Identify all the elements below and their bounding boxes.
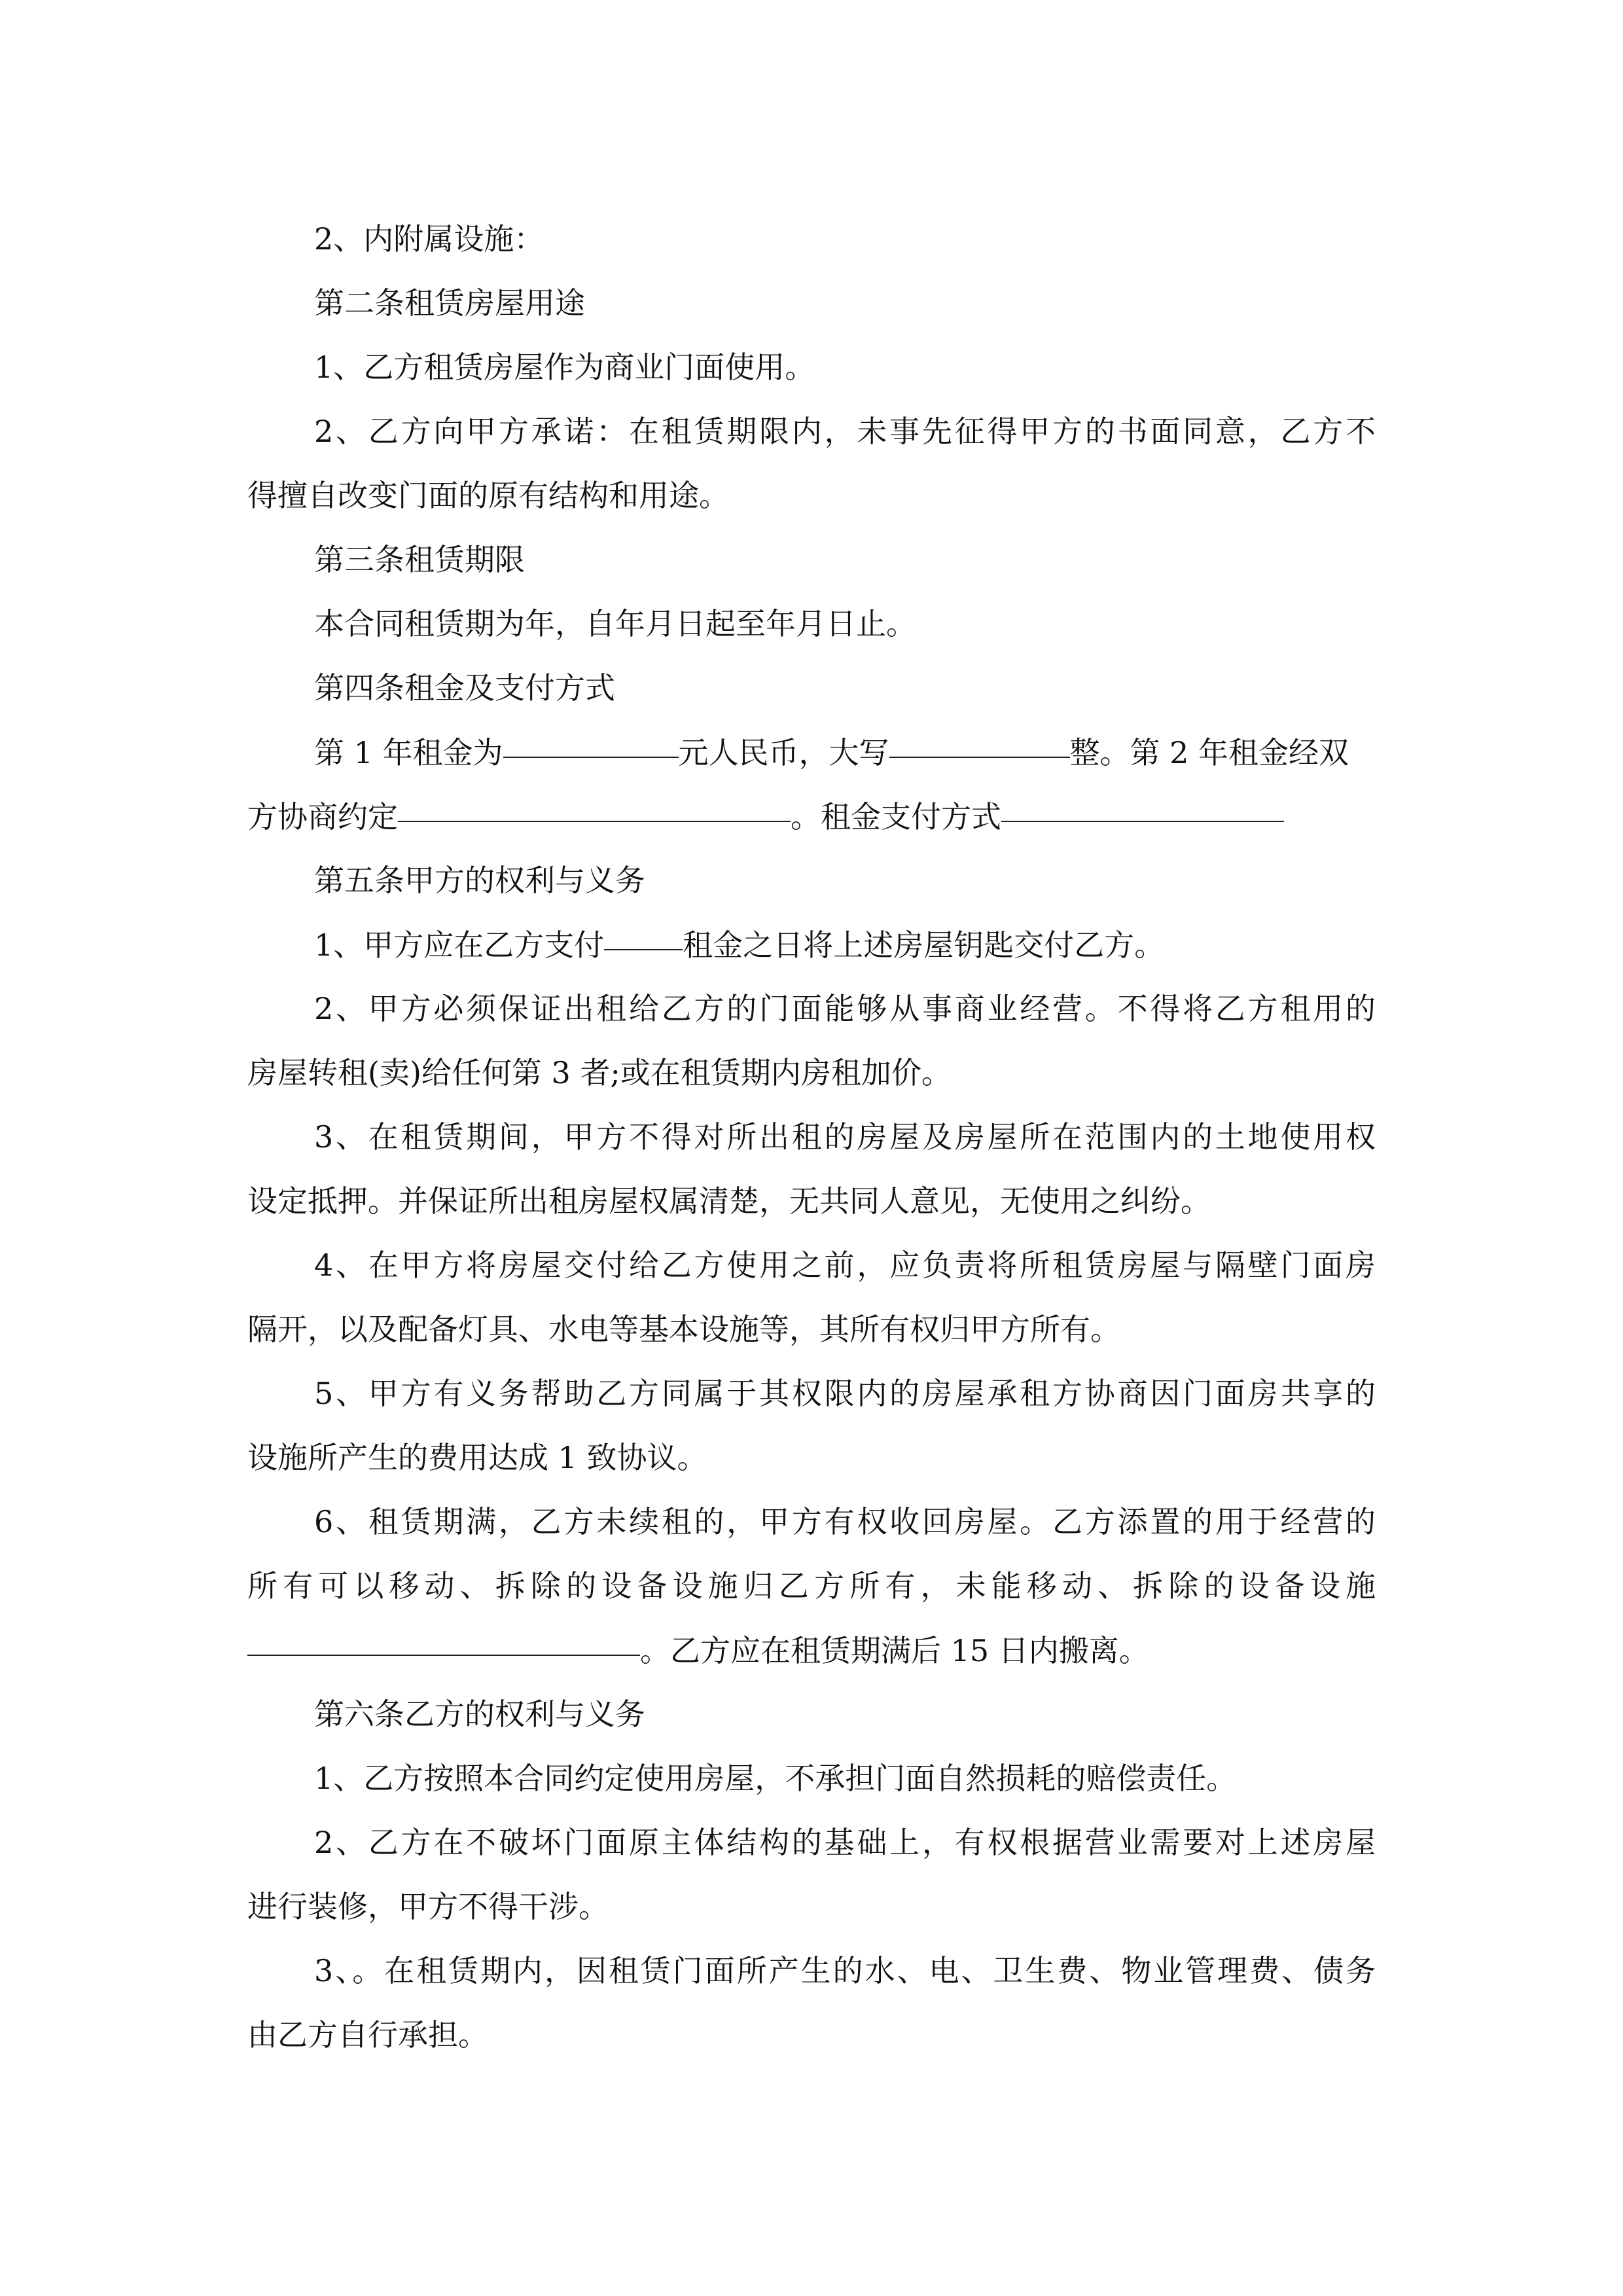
payment-method-label: 。租金支付方式: [791, 799, 1001, 834]
rent-amount-blank: [503, 720, 679, 758]
paragraph-line: 6、租赁期满，乙方未续租的，甲方有权收回房屋。乙方添置的用于经营的: [314, 1504, 1376, 1539]
paragraph-line: 1、乙方按照本合同约定使用房屋，不承担门面自然损耗的赔偿责任。: [314, 1761, 1237, 1796]
paragraph-line: 进行装修，甲方不得干涉。: [247, 1889, 609, 1924]
paragraph-line: 2、甲方必须保证出租给乙方的门面能够从事商业经营。不得将乙方租用的: [314, 991, 1376, 1026]
paragraph-line: 2、内附属设施：: [314, 221, 544, 257]
equipment-blank: [247, 1618, 640, 1656]
paragraph-line: 3、在租赁期间，甲方不得对所出租的房屋及房屋所在范围内的土地使用权: [314, 1119, 1376, 1155]
article-heading: 第四条租金及支付方式: [314, 670, 615, 706]
paragraph-line: 2、乙方向甲方承诺：在租赁期限内，未事先征得甲方的书面同意，乙方不: [314, 414, 1376, 449]
handover-text: 租金之日将上述房屋钥匙交付乙方。: [683, 927, 1165, 963]
paragraph-line: 隔开，以及配备灯具、水电等基本设施等，其所有权归甲方所有。: [247, 1312, 1120, 1347]
paragraph-line: 得擅自改变门面的原有结构和用途。: [247, 478, 729, 513]
payment-method-blank: [1001, 784, 1284, 822]
rent-agreement-line: [247, 784, 1376, 848]
paragraph-line: 1、乙方租赁房屋作为商业门面使用。: [314, 350, 815, 385]
article-heading: 第五条甲方的权利与义务: [314, 863, 645, 898]
article-heading: 第六条乙方的权利与义务: [314, 1696, 645, 1732]
rent-label: 第 1 年租金为: [314, 735, 503, 770]
agreement-blank: [398, 784, 791, 822]
paragraph-line: 2、乙方在不破坏门面原主体结构的基础上，有权根据营业需要对上述房屋: [314, 1825, 1376, 1860]
rent-line: [247, 720, 1376, 784]
rent-second-year-label: 整。第 2 年租金经双: [1069, 735, 1349, 770]
paragraph-line: 设施所产生的费用达成 1 致协议。: [247, 1440, 707, 1475]
paragraph-line: 本合同租赁期为年，自年月日起至年月日止。: [314, 606, 916, 641]
handover-blank: [604, 912, 683, 950]
paragraph-line: 4、在甲方将房屋交付给乙方使用之前，应负责将所租赁房屋与隔壁门面房: [314, 1247, 1376, 1283]
paragraph-line: 房屋转租(卖)给任何第 3 者;或在租赁期内房租加价。: [247, 1055, 952, 1090]
paragraph-line: 由乙方自行承担。: [247, 2017, 488, 2053]
agreement-label: 方协商约定: [247, 799, 398, 834]
paragraph-line: 设定抵押。并保证所出租房屋权属清楚，无共同人意见，无使用之纠纷。: [247, 1183, 1211, 1219]
article-heading: 第三条租赁期限: [314, 542, 525, 577]
contract-body: [247, 207, 1376, 2067]
rent-uppercase-blank: [889, 720, 1070, 758]
paragraph-line: 3、。在租赁期内，因租赁门面所产生的水、电、卫生费、物业管理费、债务: [314, 1953, 1376, 1988]
paragraph-line: 所有可以移动、拆除的设备设施归乙方所有，未能移动、拆除的设备设施: [247, 1568, 1376, 1604]
handover-label: 1、甲方应在乙方支付: [314, 927, 605, 963]
key-handover-line: [247, 912, 1376, 977]
removal-line: [247, 1618, 1376, 1682]
article-heading: 第二条租赁房屋用途: [314, 285, 585, 321]
removal-text: 。乙方应在租赁期满后 15 日内搬离。: [640, 1633, 1149, 1668]
rent-currency-label: 元人民币，大写: [678, 735, 889, 770]
paragraph-line: 5、甲方有义务帮助乙方同属于其权限内的房屋承租方协商因门面房共享的: [314, 1376, 1376, 1411]
